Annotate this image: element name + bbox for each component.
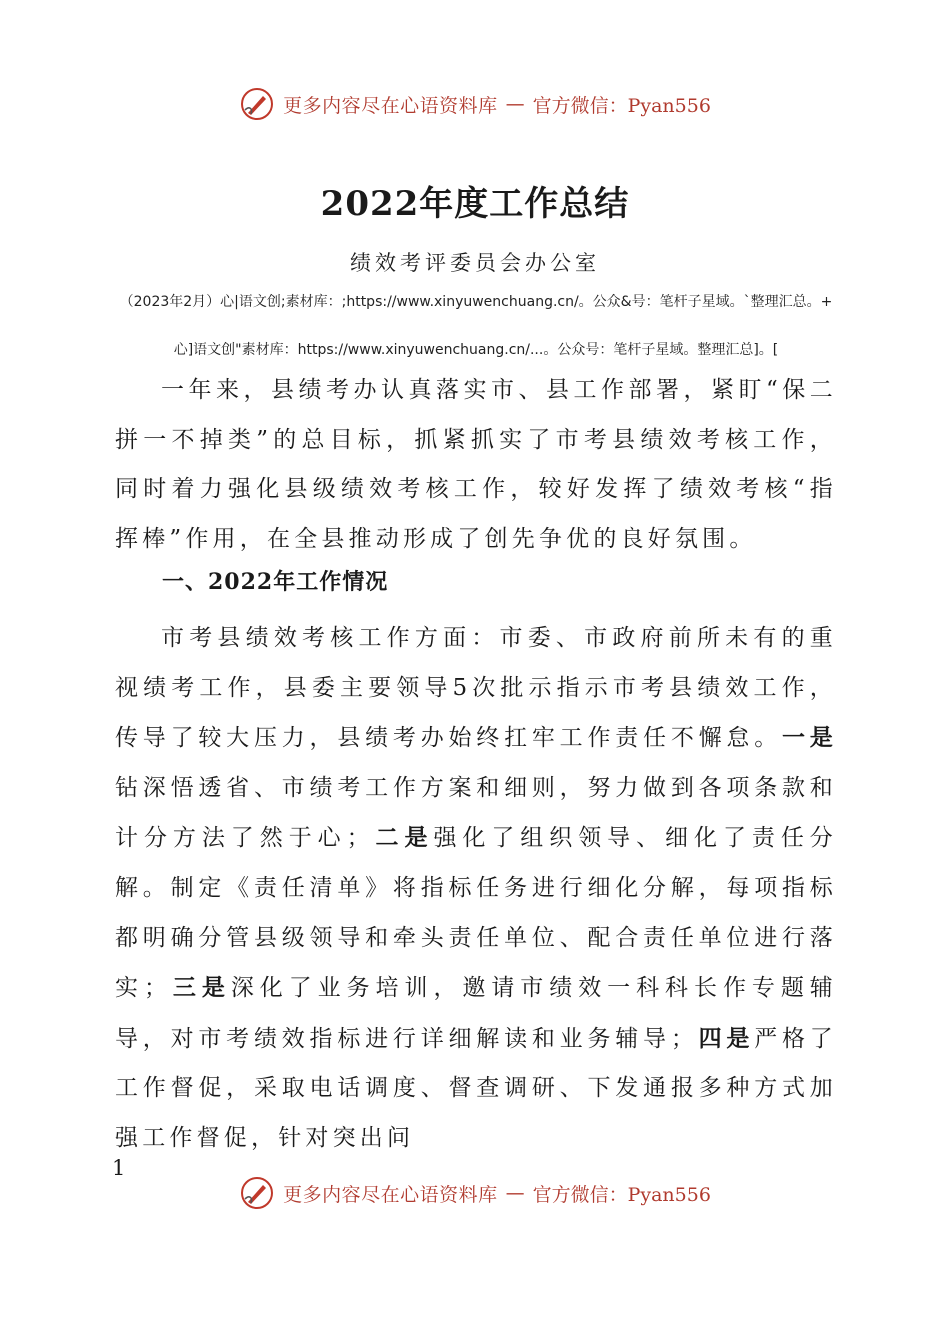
paragraph-text: 强化了组织领导、细化了责任分解。制定《责任清单》将指标任务进行细化分解，每项指标都明确分管县级领导和牵头责任单位、配合责任单位进行落实； [115, 825, 837, 1002]
section-heading-1: 一、2022年工作情况 [162, 569, 389, 595]
paragraph-text: 市考县绩效考核工作方面：市委、市政府前所未有的重视绩考工作，县委主要领导5次批示指示市考县绩效工作，传导了较大压力，县绩考办始终扛牢工作责任不懈怠。 [115, 625, 837, 752]
emphasis-fourth: 四是 [698, 1024, 755, 1052]
watermark-top [0, 86, 950, 122]
watermark-text: 更多内容尽在心语资料库 [283, 1183, 498, 1206]
paragraph-intro: 一年来，县绩考办认真落实市、县工作部署，紧盯“保二拼一不掉类”的总目标，抓紧抓实了市考县绩效考核工作，同时着力强化县级绩效考核工作，较好发挥了绩效考核“指挥棒”作用，在全县推动形成了创先争优的良好氛围。 [115, 377, 837, 552]
watermark-contact: 官方微信：Pyan556 [532, 1183, 711, 1206]
paragraph-performance [115, 614, 837, 1164]
watermark-dash: — [505, 93, 525, 115]
document-subtitle: 绩效考评委员会办公室 [350, 251, 600, 275]
paragraph-text: 深化了业务培训，邀请市绩效一科科长作专题辅导，对市考绩效指标进行详细解读和业务辅导； [115, 975, 837, 1052]
emphasis-first: 一是 [782, 724, 837, 752]
pen-logo-icon [239, 1175, 275, 1211]
paragraph-text: 钻深悟透省、市绩考工作方案和细则，努力做到各项条款和计分方法了然于心； [115, 774, 837, 852]
pen-logo-icon [239, 86, 275, 122]
document-title: 2022年度工作总结 [320, 184, 630, 224]
watermark-text: 更多内容尽在心语资料库 [283, 94, 498, 117]
watermark-dash: — [505, 1182, 525, 1204]
watermark-contact: 官方微信：Pyan556 [532, 94, 711, 117]
watermark-bottom [0, 1175, 950, 1211]
paragraph-text: 严格了工作督促，采取电话调度、督查调研、下发通报多种方式加强工作督促，针对突出问 [115, 1025, 838, 1151]
emphasis-third: 三是 [171, 974, 231, 1002]
page-number: 1 [112, 1156, 126, 1180]
meta-line-2: 心]语文创"素材库：https://www.xinyuwenchuang.cn/...。公众号：笔杆子星域。整理汇总]。[ [173, 342, 779, 358]
emphasis-second: 二是 [373, 824, 434, 852]
meta-line-1: （2023年2月）心|语文创;素材库：;https://www.xinyuwenchuang.cn/。公众&号：笔杆子星域。`整理汇总。+ [119, 294, 833, 310]
